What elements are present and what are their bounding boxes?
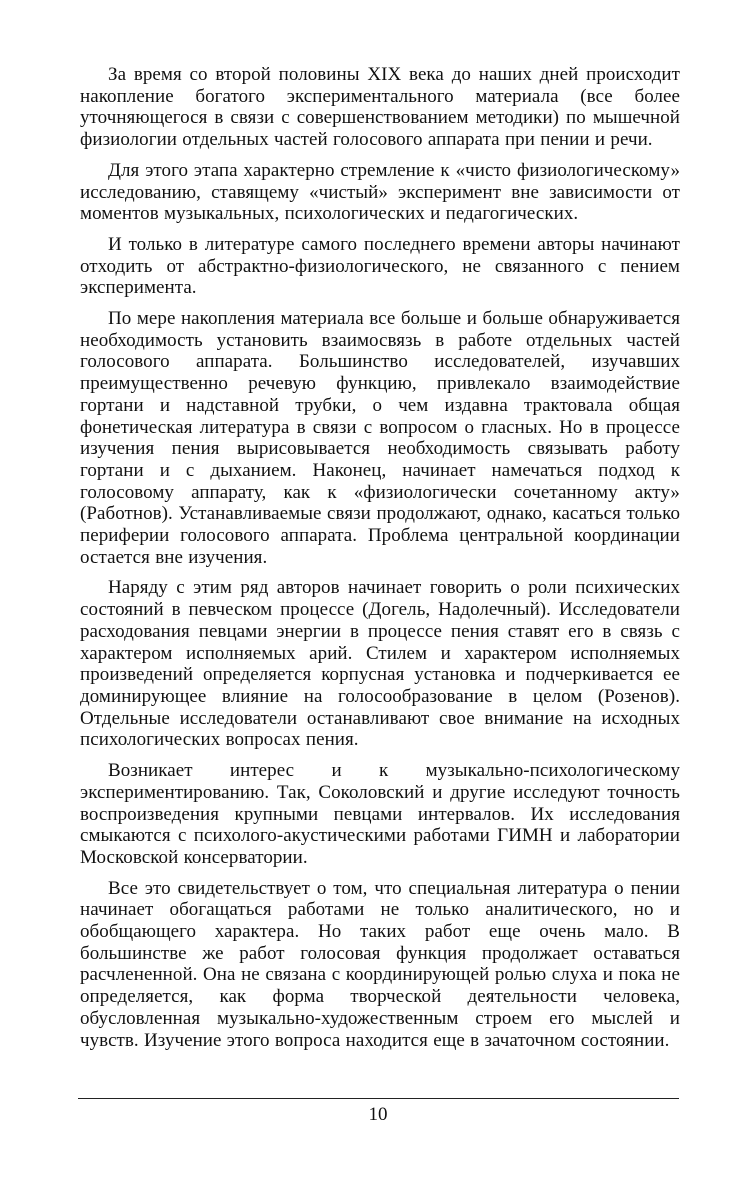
body-text <box>80 64 680 1060</box>
paragraph: Наряду с этим ряд авторов начинает говорить о роли психических состояний в певческом процессе (Догель, Надолечный). Исследователи расходования певцами энергии в процессе пения ставят его в связь с характером исполняемых арий. Стилем и характером исполняемых произведений определяется корпусная установка и подчеркивается ее доминирующее влияние на голосообразование в целом (Розенов). Отдельные исследователи останавливают свое внимание на исходных психологических вопросах пения. <box>80 577 680 751</box>
footer-divider <box>78 1098 679 1099</box>
paragraph: По мере накопления материала все больше и больше обнаруживается необходимость установить взаимосвязь в работе отдельных частей голосового аппарата. Большинство исследователей, изучавших преимущественно речевую функцию, привлекало взаимодействие гортани и надставной трубки, о чем издавна трактовала общая фонетическая литература в связи с вопросом о гласных. Но в процессе изучения пения вырисовывается необходимость связывать работу гортани и с дыханием. Наконец, начинает намечаться подход к голосовому аппарату, как к «физиологически сочетанному акту» (Работнов). Устанавливаемые связи продолжают, однако, касаться только периферии голосового аппарата. Проблема центральной координации остается вне изучения. <box>80 308 680 568</box>
paragraph: За время со второй половины XIX века до наших дней происходит накопление богатого экспериментального материала (все более уточняющегося в связи с совершенствованием методики) по мышечной физиологии отдельных частей голосового аппарата при пении и речи. <box>80 64 680 151</box>
paragraph: Для этого этапа характерно стремление к «чисто физиологическому» исследованию, ставящему «чистый» эксперимент вне зависимости от моментов музыкальных, психологических и педагогических. <box>80 159 680 225</box>
page-number: 10 <box>368 1104 388 1125</box>
paragraph: И только в литературе самого последнего времени авторы начинают отходить от абстрактно-физиологического, не связанного с пением эксперимента. <box>80 233 680 299</box>
paragraph: Возникает интерес и к музыкально-психологическому экспериментированию. Так, Соколовский и другие исследуют точность воспроизведения крупными певцами интервалов. Их исследования смыкаются с психолого-акустическими работами ГИМН и лаборатории Московской консерватории. <box>80 760 680 868</box>
paragraph: Все это свидетельствует о том, что специальная литература о пении начинает обогащаться работами не только аналитического, но и обобщающего характера. Но таких работ еще очень мало. В большинстве же работ голосовая функция продолжает оставаться расчлененной. Она не связана с координирующей ролью слуха и пока не определяется, как форма творческой деятельности человека, обусловленная музыкально-художественным строем его мыслей и чувств. Изучение этого вопроса находится еще в зачаточном состоянии. <box>80 877 680 1051</box>
